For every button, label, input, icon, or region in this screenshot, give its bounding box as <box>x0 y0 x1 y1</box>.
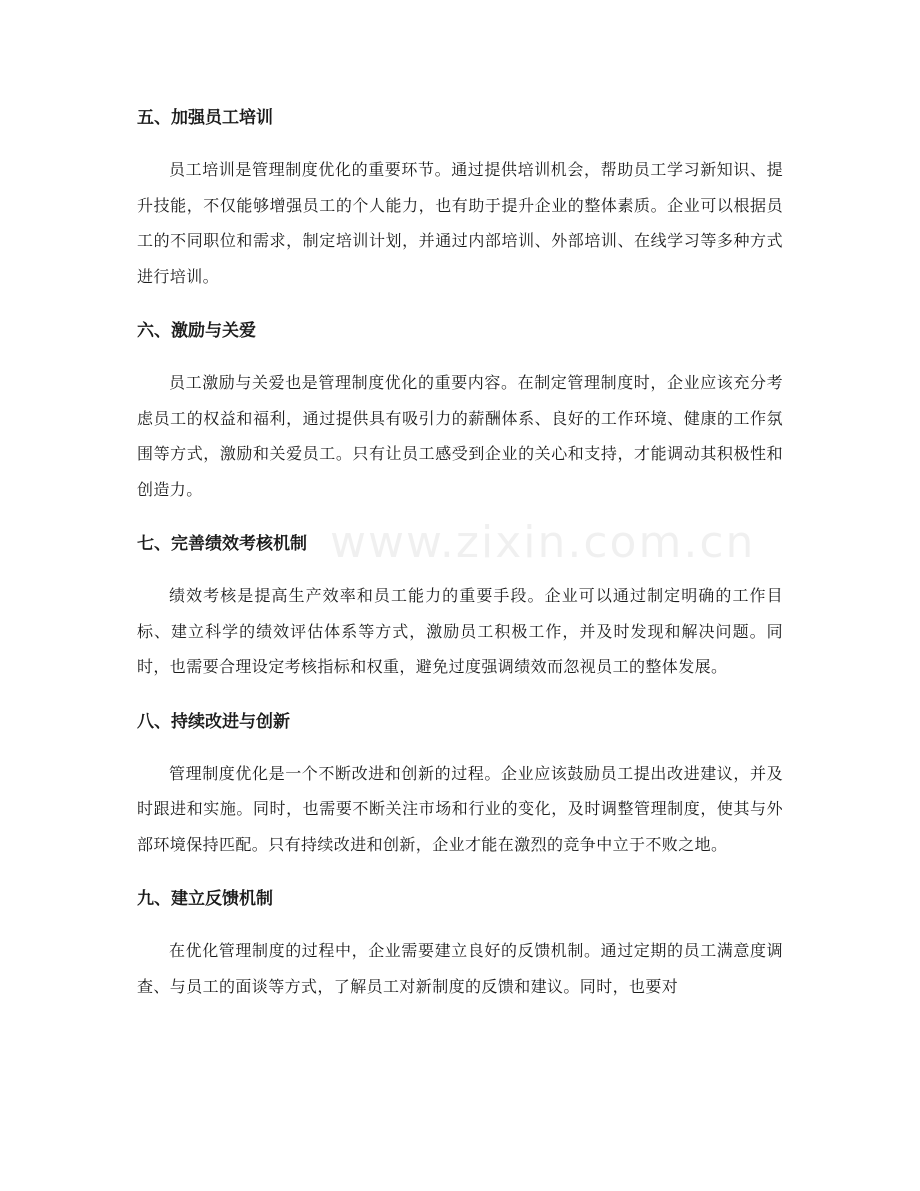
section-heading: 六、激励与关爱 <box>137 321 256 341</box>
section-9 <box>137 885 783 1004</box>
section-heading: 七、完善绩效考核机制 <box>137 534 307 554</box>
watermark: www.zixin.com.cn <box>330 517 756 568</box>
document-content <box>137 104 783 1004</box>
section-heading: 八、持续改进与创新 <box>137 711 290 732</box>
section-7 <box>137 530 783 685</box>
section-paragraph: 员工培训是管理制度优化的重要环节。通过提供培训机会，帮助员工学习新知识、提升技能，不仅能够增强员工的个人能力，也有助于提升企业的整体素质。企业可以根据员工的不同职位和需求，制定培训计划，并通过内部培训、外部培训、在线学习等多种方式进行培训。 <box>137 160 783 286</box>
section-paragraph: 员工激励与关爱也是管理制度优化的重要内容。在制定管理制度时，企业应该充分考虑员工的权益和福利，通过提供具有吸引力的薪酬体系、良好的工作环境、健康的工作氛围等方式，激励和关爱员工。只有让员工感受到企业的关心和支持，才能调动其积极性和创造力。 <box>137 373 783 499</box>
section-paragraph: 绩效考核是提高生产效率和员工能力的重要手段。企业可以通过制定明确的工作目标、建立科学的绩效评估体系等方式，激励员工积极工作，并及时发现和解决问题。同时，也需要合理设定考核指标和权重，避免过度强调绩效而忽视员工的整体发展。 <box>137 586 783 676</box>
section-5 <box>137 104 783 294</box>
section-heading: 五、加强员工培训 <box>137 108 273 128</box>
section-paragraph: 在优化管理制度的过程中，企业需要建立良好的反馈机制。通过定期的员工满意度调查、与员工的面谈等方式，了解员工对新制度的反馈和建议。同时，也要对 <box>137 941 783 996</box>
section-heading: 九、建立反馈机制 <box>137 889 273 909</box>
section-8 <box>137 708 783 863</box>
section-6 <box>137 317 783 507</box>
section-paragraph: 管理制度优化是一个不断改进和创新的过程。企业应该鼓励员工提出改进建议，并及时跟进和实施。同时，也需要不断关注市场和行业的变化，及时调整管理制度，使其与外部环境保持匹配。只有持续改进和创新，企业才能在激烈的竞争中立于不败之地。 <box>137 763 783 854</box>
